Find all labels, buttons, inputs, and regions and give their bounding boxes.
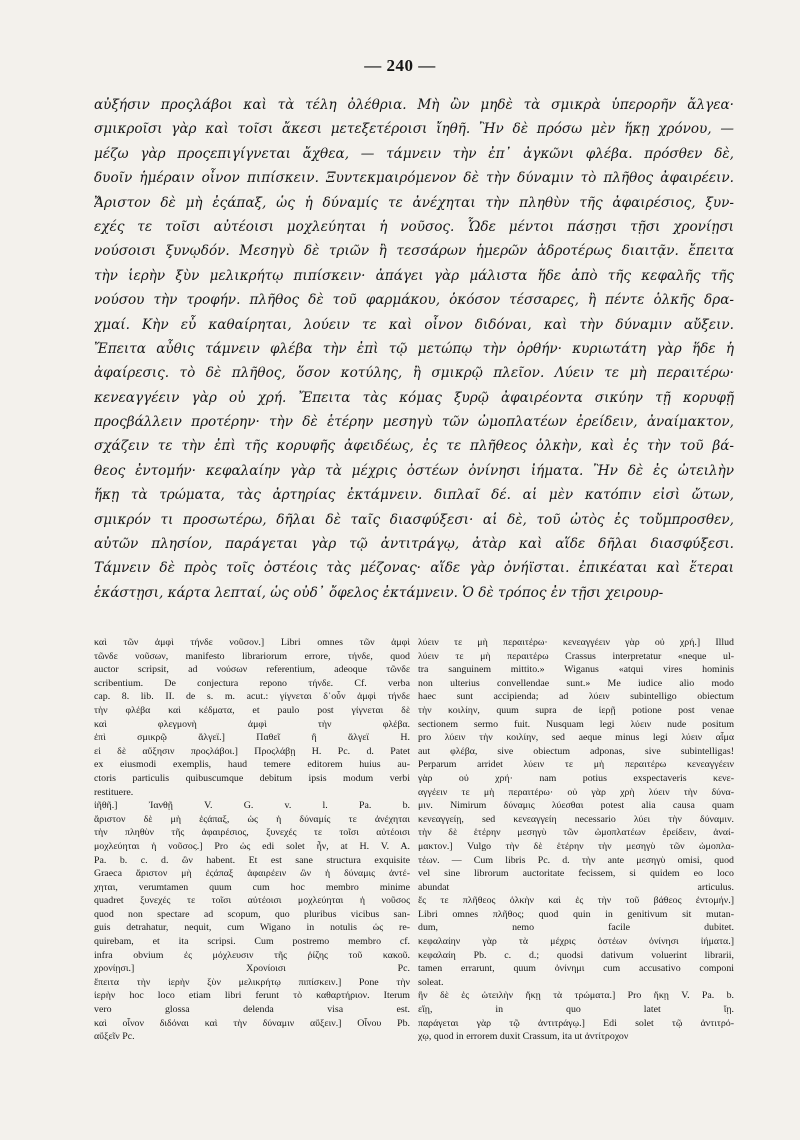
footnote-line: λύειν τε μὴ περαιτέρω· κενεαγγέειν γὰρ οὐ χρή.] Illud: [418, 637, 734, 648]
footnote-line: ἱερὴν hoc loco etiam libri ferunt τὸ καθαρτήριον. Iterum: [94, 990, 410, 1002]
text-line: μέζω γὰρ προςεπιγίγνεται ἄχθεα, — τάμνειν τὴν ἐπ᾽ ἀγκῶνι φλέβα. πρόσθεν δὲ,: [94, 145, 734, 162]
footnote-line: dum, nemo facile dubitet.: [418, 922, 734, 934]
footnote-line: cap. 8. lib. II. de s. m. acut.: γίγνεται δ᾽οὖν ἀμφὶ τήνδε: [94, 691, 410, 703]
text-line: σμικροῖσι γὰρ καὶ τοῖσι ἄκεσι μετεξετέροισι ἴηθῆ. Ἢν δὲ πρόσω μὲν ἥκῃ χρόνου, —: [94, 121, 734, 138]
footnote-line: κεφαλαίη Pb. c. d.; quodsi dativum voluerint librarii,: [418, 949, 734, 961]
footnote-line: quadret ξυνεχές τε τοῖσι αὐτέοισι μοχλεύηται ἡ νοῦσος: [94, 895, 410, 907]
text-line: ἥκῃ τὰ τρώματα, τὰς ἀρτηρίας ἐκτάμνειν. διπλαῖ δέ. αἱ μὲν κατόπιν εἰσὶ ὤτων,: [94, 487, 734, 504]
text-line: εχές τε τοῖσι αὐτέοισι μοχλεύηται ἡ νοῦσος. Ὧδε μέντοι πάσῃσι τῇσι χρονίῃσι: [94, 218, 734, 235]
footnote-line: infra obvium ἐς μόχλευσιν τῆς ῥίζης τοῦ κακοῦ.: [94, 949, 410, 961]
text-line: νούσου τὴν τροφήν. πλῆθος δὲ τοῦ φαρμάκου, ὁκόσον τέσσαρες, ἢ πέντε ὁλκῆς δρα-: [94, 292, 734, 309]
footnote-line: soleat.: [418, 976, 444, 988]
footnote-line: scribentium. De conjectura repono τήνδε. Cf. verba: [94, 677, 410, 689]
footnote-line: ἔς τε πλῆθεος ὁλκὴν καὶ ἐς τὴν τοῦ βάθεος ἐντομήν.]: [418, 895, 734, 907]
text-line: σχάζειν τε τὴν ἐπὶ τῆς κορυφῆς ἀφειδέως, ἐς τε πλῆθεος ὁλκὴν, καὶ ἐς τὴν τοῦ βά-: [94, 438, 734, 455]
footnote-line: ἔπειτα τὴν ἱερὴν ξὺν μελικρήτῳ πιπίσκειν.] Pone τὴν: [94, 976, 410, 988]
page-number: — 240 —: [364, 56, 436, 75]
footnote-line: λύειν τε μὴ περαιτέρω Crassus interpretatur «neque ul-: [418, 650, 734, 662]
footnote-line: τέων. — Cum libris Pc. d. τὴν ante μεσηγὺ omisi, quod: [418, 854, 734, 866]
footnote-line: καὶ οἶνον διδόναι καὶ τὴν δύναμιν αὔξειν.] Οἶνου Pb.: [94, 1017, 410, 1029]
footnote-line: ἰῆθῆ.] Ἰανθῇ V. G. v. l. Pa. b.: [94, 800, 410, 812]
footnote-line: τὴν δὲ ἑτέρην μεσηγὺ τῶν ὠμοπλατέων ἐρείδειν, ἀναί-: [418, 827, 734, 839]
footnote-line: κενεαγγείῃ, sed κενεαγγείη necessario λύει τὴν δύναμιν.: [418, 813, 734, 825]
footnote-line: guis detrahatur, nequit, cum Wigano in notulis ὡς re-: [94, 922, 410, 934]
text-line: νούσοισι ξυνῳδόν. Μεσηγὺ δὲ τριῶν ἢ τεσσάρων ἡμερῶν ἁδροτέρως διαιτᾷν. ἔπειτα: [94, 243, 734, 260]
footnote-line: εἰ δὲ αὔξησιν προςλάβοι.] Προςλάβῃ H. Pc. d. Patet: [94, 745, 410, 757]
text-line: ἑκάστῃσι, κάρτα λεπταί, ὡς οὐδ᾽ ὄφελος ἐκτάμνειν. Ὁ δὲ τρόπος ἐν τῇσι χειρουρ-: [94, 584, 664, 601]
footnotes-right-column: [418, 636, 734, 1108]
footnote-line: τῶνδε νοῦσων, manifesto librariorum errore, τήνδε, quod: [94, 650, 410, 662]
footnote-line: Perparum arridet λύειν τε μὴ περαιτέρω κενεαγγέειν: [418, 759, 734, 771]
main-text-block: [94, 93, 734, 605]
footnote-line: quod non spectare ad scopum, quo pluribus vicibus san-: [94, 908, 410, 920]
footnote-line: ἐπὶ σμικρῷ ἄλγεϊ.] Παθεῖ ἢ ἄλγεϊ H.: [94, 732, 410, 744]
footnote-line: παράγεται γὰρ τῷ ἀντιτράγῳ.] Edi solet τῷ ἀντιτρό-: [418, 1017, 734, 1029]
text-line: αὐτῶν πλησίον, παράγεται γὰρ τῷ ἀντιτράγῳ, ἀτὰρ καὶ αἵδε δῆλαι διασφύξεσι.: [94, 536, 734, 553]
footnote-line: χῳ, quod in errorem duxit Crassum, ita ut ἀντίτροχον: [418, 1031, 629, 1043]
text-line: Ἄριστον δὲ μὴ ἐςάπαξ, ὡς ἡ δύναμίς τε ἀνέχηται τὴν πληθὺν τῆς ἀφαιρέσιος, ξυν-: [94, 194, 734, 211]
footnote-line: αὔξεῖν Pc.: [94, 1031, 135, 1043]
footnote-line: μοχλεύηται ἡ νοῦσος.] Pro ὡς edi solet ἦν, at H. V. A.: [94, 840, 410, 852]
footnote-line: κεφαλαίην γὰρ τὰ μέχρις ὀστέων ὀνίνησι ἰήματα.]: [418, 936, 734, 948]
footnote-line: γὰρ οὐ χρή· nam potius exspectaveris κενε-: [418, 772, 734, 784]
footnote-line: μιν. Nimirum δύναμις λύεσθαι potest alia causa quam: [418, 800, 734, 812]
footnote-line: abundat articulus.: [418, 881, 734, 893]
footnote-line: sectionem sermo fuit. Nusquam legi λύειν nude positum: [418, 718, 734, 730]
footnote-line: Libri omnes πλῆθος; quod quin in genitivum sit mutan-: [418, 908, 734, 920]
text-line: Τάμνειν δὲ πρὸς τοῖς ὀστέοις τὰς μέζονας· αἵδε γὰρ ὀνήϊσται. ἐπικέαται καὶ ἕτεραι: [94, 560, 734, 577]
footnote-line: quirebam, et ita scripsi. Cum postremo membro cf.: [94, 936, 410, 948]
footnote-line: ἢν δὲ ἐς ὠτειλὴν ἥκῃ τὰ τρώματα.] Pro ἥκῃ V. Pa. b.: [418, 990, 734, 1002]
footnote-line: aut φλέβα, sive obiectum adponas, sive subintelligas!: [418, 745, 734, 757]
footnote-line: non ulterius convellendae sunt.» Me iudice alio modo: [418, 677, 734, 689]
text-line: δυοῖν ἡμέραιν οἶνον πιπίσκειν. Ξυντεκμαιρόμενον δὲ τὴν δύναμιν τὸ πλῆθος ἀφαιρέειν.: [94, 170, 734, 187]
text-line: τὴν ἱερὴν ξὺν μελικρήτῳ πιπίσκειν· ἀπάγει γὰρ μάλιστα ἥδε ἀπὸ τῆς κεφαλῆς τῆς: [94, 267, 734, 284]
text-line: σμικρόν τι προσωτέρω, δῆλαι δὲ ταῖς διασφύξεσι· αἱ δὲ, τοῦ ὠτὸς ἐς τοὔμπροσθεν,: [94, 511, 734, 528]
footnote-line: Graeca ἄριστον μὴ ἐςάπαξ ἀφαιρέειν ὢν ἡ δύναμις ἀντέ-: [94, 868, 410, 880]
footnote-line: tamen errarunt, quum ὀνίνημι cum accusativo componi: [418, 963, 734, 975]
footnote-line: ἄριστον δὲ μὴ ἐςάπαξ, ὡς ἡ δύναμίς τε ἀνέχηται: [94, 813, 410, 825]
text-line: χμαί. Κὴν εὖ καθαίρηται, λούειν τε καὶ οἶνον διδόναι, καὶ τὴν δύναμιν αὔξειν.: [94, 316, 734, 333]
footnote-line: tra sanguinem mittito.» Wiganus «atqui vires hominis: [418, 664, 734, 676]
footnotes-left-column: [94, 636, 410, 1108]
footnote-line: auctor scripsit, ad νούσων referentium, adeoque τῶνδε: [94, 664, 410, 676]
footnote-line: εἴῃ, in quo latet ἴῃ.: [418, 1004, 734, 1016]
text-line: αὐξήσιν προςλάβοι καὶ τὰ τέλη ὀλέθρια. Μὴ ὢν μηδὲ τὰ σμικρὰ ὑπερορῆν ἄλγεα·: [94, 97, 734, 113]
text-line: ἀφαίρεσις. τὸ δὲ πλῆθος, ὅσον κοτύλης, ἢ σμικρῷ πλεῖον. Λύειν τε μὴ περαιτέρω·: [94, 365, 734, 382]
footnote-line: haec sunt accipienda; ad λύειν subintelligo obiectum: [418, 691, 734, 703]
footnote-line: Pa. b. c. d. ὢν habent. Et est sane structura exquisite: [94, 854, 410, 866]
footnote-line: καὶ φλεγμονὴ ἀμφὶ τὴν φλέβα.: [94, 718, 410, 730]
footnote-line: χρονίῃσι.] Χρονίοισι Pc.: [94, 963, 410, 975]
text-line: κενεαγγέειν γὰρ οὐ χρή. Ἔπειτα τὰς κόμας ξυρῷ ἀφαιρέοντα σικύην τῇ κορυφῇ: [94, 389, 734, 406]
footnote-line: τὴν κοιλίην, quum supra de ἱερῇ potione post venae: [418, 704, 734, 716]
footnote-line: ctoris particulis quibuscumque debitum ipsis modum verbi: [94, 772, 410, 784]
text-line: θεος ἐντομήν· κεφαλαίην γὰρ τὰ μέχρις ὀστέων ὀνίνησι ἰήματα. Ἢν δὲ ἐς ὠτειλὴν: [94, 462, 734, 479]
footnote-line: restituere.: [94, 786, 134, 798]
text-line: Ἔπειτα αὖθις τάμνειν φλέβα τὴν ἐπὶ τῷ μετώπῳ τὴν ὀρθήν· κυριωτάτη γὰρ ἥδε ἡ: [94, 340, 734, 357]
footnote-line: vero glossa delenda visa est.: [94, 1004, 410, 1016]
footnote-line: τὴν πληθὺν τῆς ἀφαιρέσιος, ξυνεχές τε τοῖσι αὐτέοισι: [94, 827, 410, 839]
footnote-line: μακτον.] Vulgo τὴν δὲ ἑτέρην τὴν μεσηγὺ τῶν ὠμοπλα-: [418, 840, 734, 852]
footnote-line: αγγέειν τε μὴ περαιτέρω· οὐ γὰρ χρὴ λύειν τὴν δύνα-: [418, 786, 734, 798]
footnote-line: τὴν φλέβα καὶ κέδματα, et paulo post γίγνεται δὲ: [94, 704, 410, 716]
text-line: προςβάλλειν προτέρην· τὴν δὲ ἑτέρην μεσηγὺ τῶν ὠμοπλατέων ἐρείδειν, ἀναίμακτον,: [94, 414, 734, 431]
footnote-line: χηται, verumtamen quum cum hoc membro minime: [94, 881, 410, 893]
footnote-line: vel sine librorum auctoritate fecissem, si quidem eo loco: [418, 868, 734, 880]
footnote-line: καὶ τῶν ἀμφὶ τήνδε νοῦσον.] Libri omnes τῶν ἀμφὶ: [94, 637, 410, 648]
footnotes: [94, 636, 734, 1108]
footnote-line: pro λύειν τὴν κοιλίην, sed aeque minus legi λύειν αἷμα: [418, 732, 734, 744]
footnote-line: ex eiusmodi exemplis, haud temere editorem huius au-: [94, 759, 410, 771]
